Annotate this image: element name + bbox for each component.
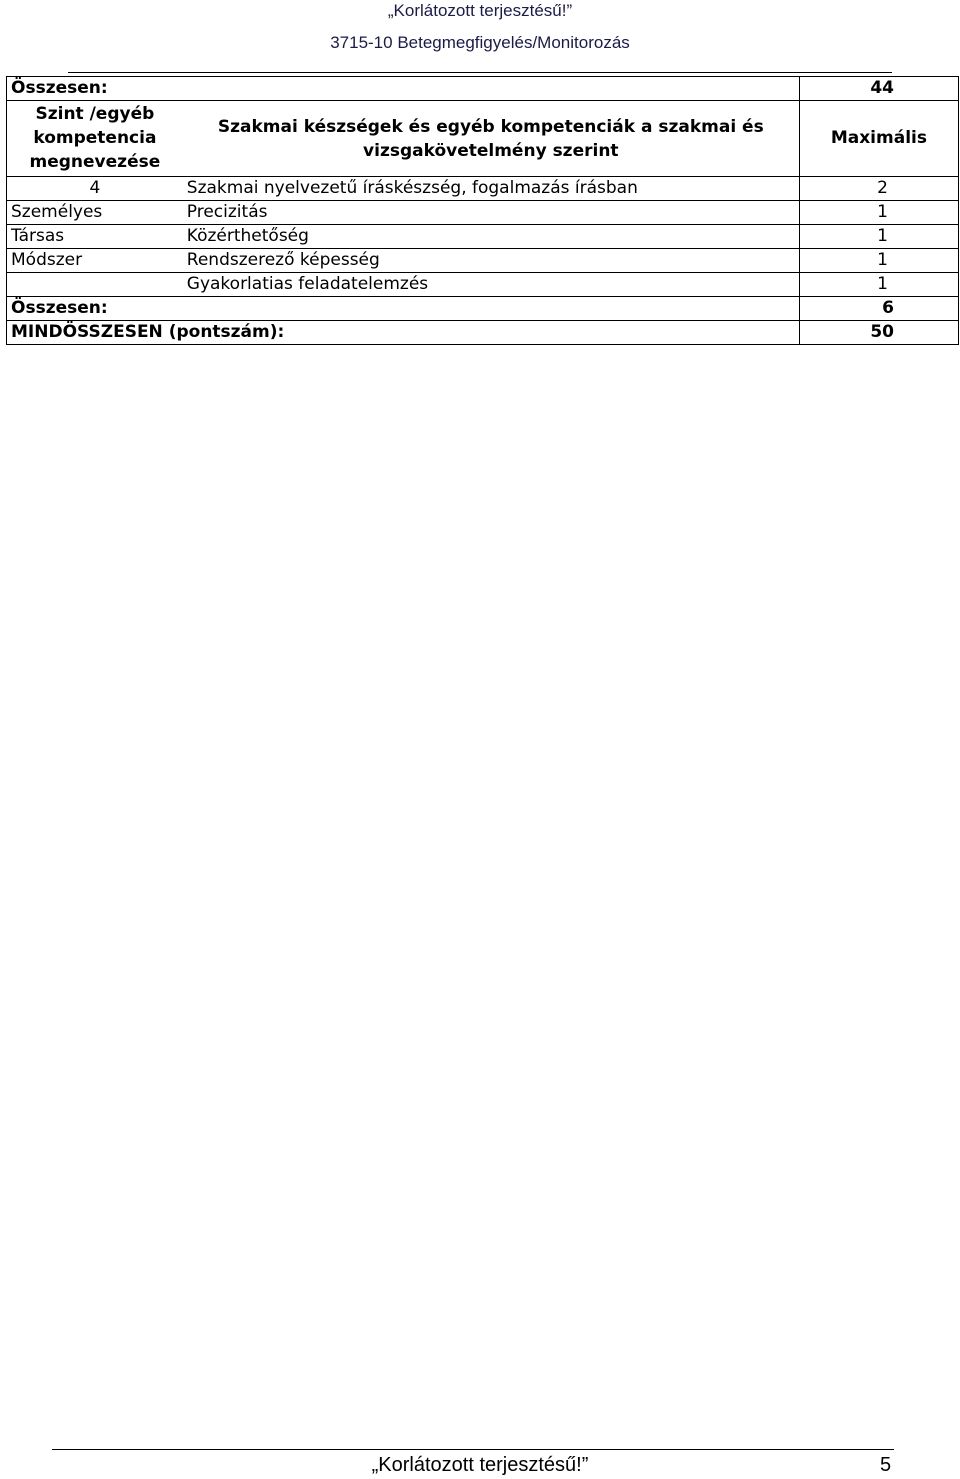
level-column-header: Szint /egyéb kompetencia megnevezése [7, 101, 183, 177]
desc-cell: Közérthetőség [183, 225, 800, 249]
level-cell [7, 273, 183, 297]
score-table [6, 76, 959, 345]
skills-column-header: Szakmai készségek és egyéb kompetenciák a szakmai és vizsgakövetelmény szerint [183, 101, 800, 177]
desc-cell: Rendszerező képesség [183, 249, 800, 273]
header-divider [68, 72, 892, 73]
footer-restriction-note: „Korlátozott terjesztésű!” [371, 1454, 589, 1476]
level-cell: 4 [7, 177, 183, 201]
table-row [7, 273, 959, 297]
desc-cell: Szakmai nyelvezetű íráskészség, fogalmazás írásban [183, 177, 800, 201]
max-cell: 1 [799, 201, 958, 225]
page-number: 5 [880, 1454, 892, 1476]
table-row [7, 201, 959, 225]
table-row [7, 225, 959, 249]
table-row [7, 249, 959, 273]
table-row [7, 177, 959, 201]
grand-total-label: MINDÖSSZESEN (pontszám): [7, 321, 800, 345]
header-module-title: 3715-10 Betegmegfigyelés/Monitorozás [330, 33, 630, 52]
desc-cell: Precizitás [183, 201, 800, 225]
level-cell: Társas [7, 225, 183, 249]
max-cell: 1 [799, 249, 958, 273]
total-value: 6 [799, 297, 958, 321]
total-row-second [7, 297, 959, 321]
max-cell: 2 [799, 177, 958, 201]
total-label: Összesen: [7, 297, 800, 321]
grand-total-value: 50 [799, 321, 958, 345]
desc-cell: Gyakorlatias feladatelemzés [183, 273, 800, 297]
total-row-first [7, 77, 959, 101]
total-label: Összesen: [7, 77, 800, 101]
level-cell: Személyes [7, 201, 183, 225]
header-restriction-note: „Korlátozott terjesztésű!” [387, 1, 573, 20]
max-cell: 1 [799, 273, 958, 297]
max-cell: 1 [799, 225, 958, 249]
total-value: 44 [799, 77, 958, 101]
column-header-row [7, 101, 959, 177]
footer-divider [52, 1449, 894, 1450]
grand-total-row [7, 321, 959, 345]
max-column-header: Maximális [799, 101, 958, 177]
level-cell: Módszer [7, 249, 183, 273]
